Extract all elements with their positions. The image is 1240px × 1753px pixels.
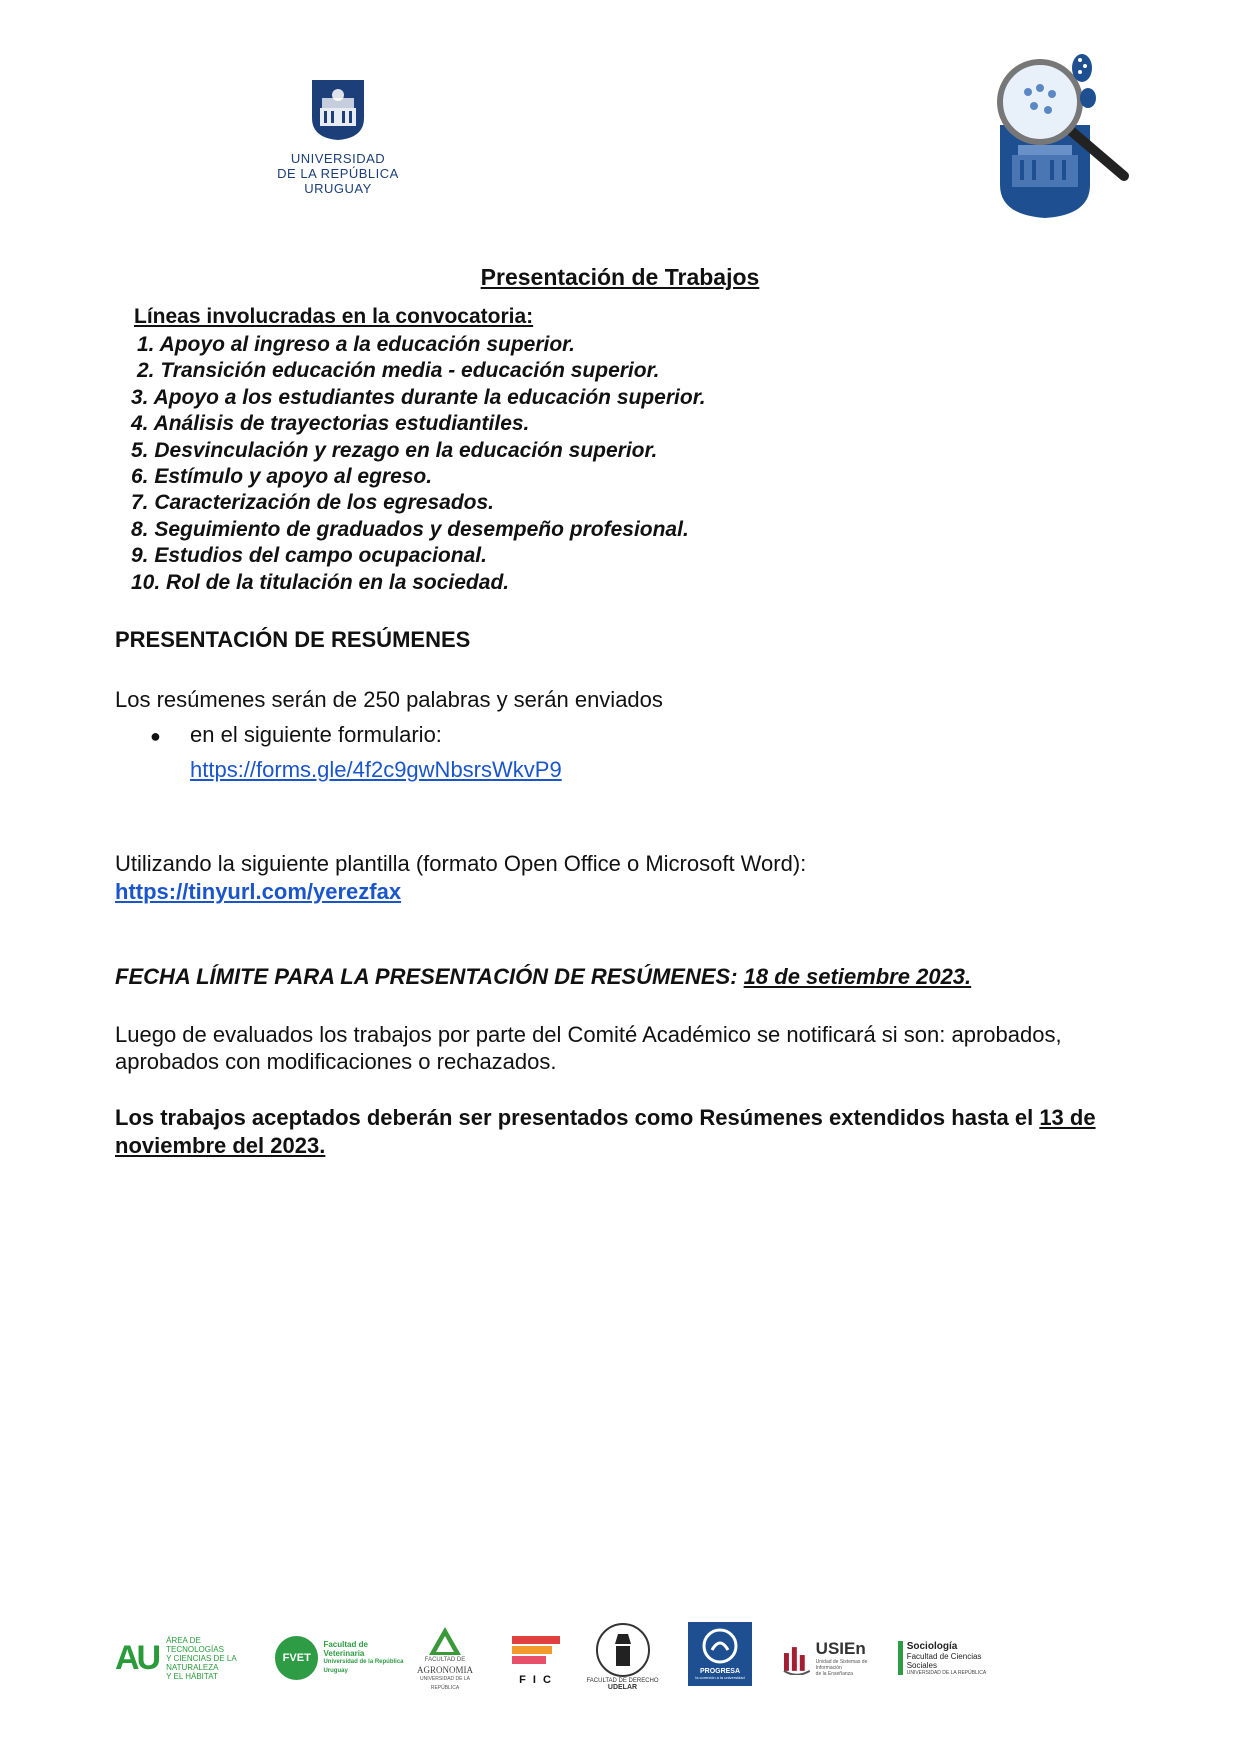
sociologia-line: Sociología bbox=[906, 1640, 958, 1652]
derecho-bottom-text: UDELAR bbox=[607, 1684, 638, 1691]
list-item: 10. Rol de la titulación en la sociedad. bbox=[131, 570, 510, 594]
bullet-item bbox=[150, 722, 442, 748]
resumenes-text: Los resúmenes serán de 250 palabras y serán enviados bbox=[115, 687, 663, 712]
fvet-line: Uruguay bbox=[323, 1668, 348, 1674]
usien-line: de la Enseñanza bbox=[815, 1671, 853, 1677]
aut-line: Y EL HÁBITAT bbox=[166, 1671, 218, 1681]
lines-heading: Líneas involucradas en la convocatoria: bbox=[134, 305, 534, 328]
agronomia-line: AGRONOMIA bbox=[417, 1665, 473, 1675]
fic-stripes-icon bbox=[510, 1634, 562, 1670]
list-item: 7. Caracterización de los egresados. bbox=[131, 491, 494, 515]
derecho-ring-text: FACULTAD DE DERECHO bbox=[586, 1678, 659, 1684]
usien-mark: USIEn bbox=[815, 1639, 866, 1658]
udelar-shield-icon bbox=[310, 78, 366, 142]
udelar-logo-line: DE LA REPÚBLICA bbox=[277, 166, 399, 181]
deadline-text bbox=[115, 964, 971, 990]
list-item: 3. Apoyo a los estudiantes durante la educación superior. bbox=[131, 385, 706, 409]
accepted-label: Los trabajos aceptados deberán ser presentados como Resúmenes extendidos hasta el bbox=[115, 1105, 1040, 1130]
list-item: 4. Análisis de trayectorias estudiantiles. bbox=[131, 412, 530, 436]
fvet-line: Facultad de Veterinaria bbox=[323, 1640, 368, 1658]
fvet-line: Universidad de la República bbox=[323, 1659, 404, 1665]
agronomia-triangle-icon bbox=[428, 1626, 462, 1656]
forms-link[interactable]: https://forms.gle/4f2c9gwNbsrsWkvP9 bbox=[190, 757, 562, 782]
sociologia-line: UNIVERSIDAD DE LA REPÚBLICA bbox=[906, 1669, 987, 1676]
fic-mark: F I C bbox=[519, 1674, 553, 1686]
list-item: 1. Apoyo al ingreso a la educación superior. bbox=[137, 333, 576, 356]
usien-line: Unidad de Sistemas de Información bbox=[815, 1659, 868, 1671]
udelar-logo bbox=[268, 78, 408, 198]
agronomia-logo bbox=[410, 1622, 480, 1694]
sociologia-line: Facultad de Ciencias Sociales bbox=[906, 1651, 982, 1670]
agronomia-line: UNIVERSIDAD DE LA REPÚBLICA bbox=[419, 1676, 470, 1691]
magnifier-shield-icon bbox=[990, 50, 1140, 220]
sociologia-bar bbox=[898, 1641, 903, 1675]
aut-line: Y CIENCIAS DE LA NATURALEZA bbox=[166, 1653, 237, 1672]
page-title: Presentación de Trabajos bbox=[480, 264, 760, 290]
fvet-logo bbox=[275, 1622, 410, 1694]
aut-logo bbox=[115, 1622, 255, 1694]
fic-logo bbox=[508, 1622, 564, 1694]
list-item: 5. Desvinculación y rezago en la educación superior. bbox=[131, 438, 658, 462]
agronomia-line: FACULTAD DE bbox=[424, 1657, 466, 1663]
template-text: Utilizando la siguiente plantilla (formato Open Office o Microsoft Word): bbox=[115, 851, 807, 876]
lines-list bbox=[131, 332, 706, 596]
aut-line: ÁREA DE TECNOLOGÍAS bbox=[166, 1635, 224, 1654]
bullet-text: en el siguiente formulario: bbox=[190, 722, 442, 747]
udelar-logo-line: URUGUAY bbox=[304, 181, 372, 196]
sociologia-logo bbox=[898, 1622, 1008, 1694]
usien-logo bbox=[782, 1622, 894, 1694]
progresa-circle-icon bbox=[700, 1626, 740, 1666]
accepted-date: 13 de noviembre del 2023. bbox=[115, 1105, 1096, 1158]
template-link[interactable]: https://tinyurl.com/yerezfax bbox=[115, 879, 402, 904]
list-item: 6. Estímulo y apoyo al egreso. bbox=[131, 464, 433, 488]
list-item: 8. Seguimiento de graduados y desempeño profesional. bbox=[131, 517, 689, 541]
resumenes-heading: PRESENTACIÓN DE RESÚMENES bbox=[115, 627, 471, 652]
list-item: 2. Transición educación media - educación superior. bbox=[137, 359, 660, 383]
derecho-logo bbox=[585, 1622, 660, 1694]
evaluation-text: Luego de evaluados los trabajos por parte del Comité Académico se notificará si son: aprobados, aprobados con modificaciones o rechazados. bbox=[115, 1022, 1062, 1074]
accepted-text bbox=[115, 1104, 1155, 1160]
progresa-mark: PROGRESA bbox=[699, 1668, 741, 1675]
fvet-mark: FVET bbox=[282, 1652, 311, 1664]
bullet-icon: ● bbox=[150, 726, 161, 746]
udelar-logo-line: UNIVERSIDAD bbox=[290, 151, 386, 166]
progresa-logo bbox=[688, 1622, 752, 1686]
observatorio-logo bbox=[990, 50, 1140, 220]
deadline-label: FECHA LÍMITE PARA LA PRESENTACIÓN DE RESÚMENES: bbox=[115, 964, 738, 989]
deadline-date: 18 de setiembre 2023. bbox=[743, 964, 972, 989]
usien-bars-icon bbox=[782, 1641, 812, 1675]
progresa-sub: la conexión a la universidad bbox=[695, 1675, 745, 1680]
list-item: 9. Estudios del campo ocupacional. bbox=[131, 544, 487, 568]
aut-mark: AU bbox=[115, 1638, 159, 1677]
derecho-seal-icon bbox=[588, 1622, 658, 1678]
